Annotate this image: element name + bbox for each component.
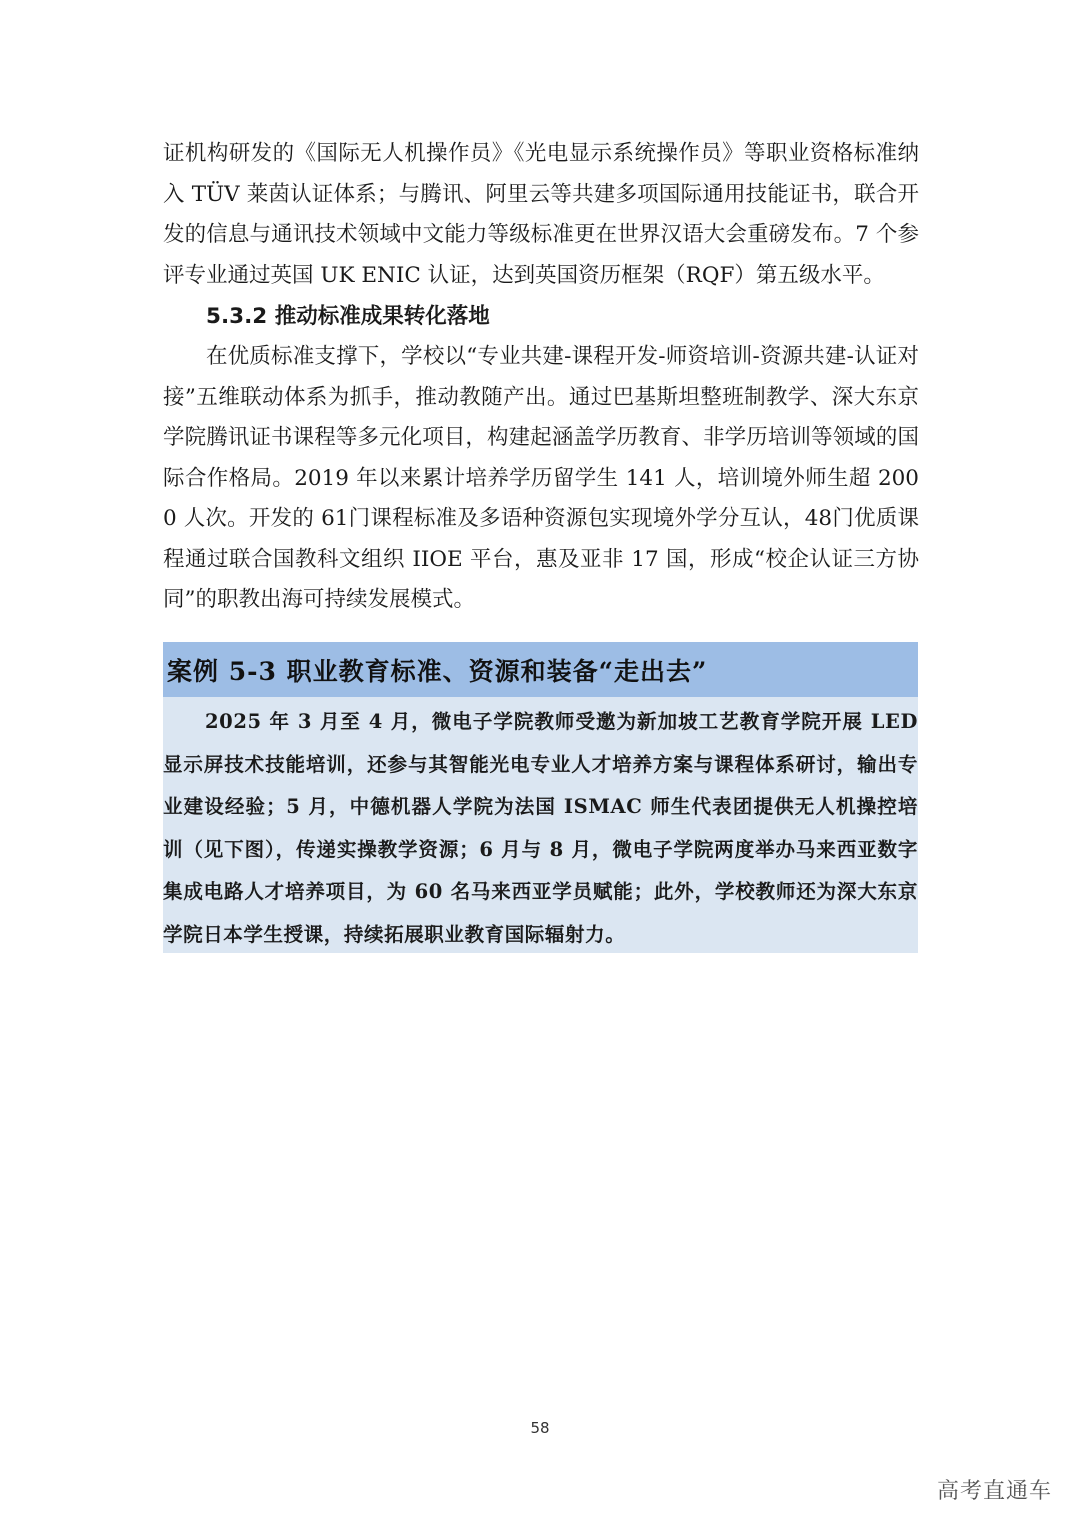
case-body [163,697,918,956]
case-paragraph: 2025 年 3 月至 4 月，微电子学院教师受邀为新加坡工艺教育学院开展 LED 显示屏技术技能培训，还参与其智能光电专业人才培养方案与课程体系研讨，输出专业建设经验；5 月，中德机器人学院为法国 ISMAC 师生代表团提供无人机操控培训（见下图），传递实操教学资源；6 月与 8 月，微电子学院两度举办马来西亚数字集成电路人才培养项目，为 60 名马来西亚学员赋能；此外，学校教师还为深大东京学院日本学生授课，持续拓展职业教育国际辐射力。 [163,710,918,946]
section-heading: 5.3.2 推动标准成果转化落地 [206,304,490,329]
page-number: 58 [530,1419,550,1437]
paragraph-certification: 证机构研发的《国际无人机操作员》《光电显示系统操作员》等职业资格标准纳入 TÜV 莱茵认证体系；与腾讯、阿里云等共建多项国际通用技能证书，联合开发的信息与通讯技术领域中文能力等级标准更在世界汉语大会重磅发布。7 个参评专业通过英国 UK ENIC 认证，达到英国资历框架（RQF）第五级水平。 [163,141,919,288]
case-title: 案例 5-3 职业教育标准、资源和装备“走出去” [163,642,918,697]
paragraph-standards-transformation: 在优质标准支撑下，学校以“专业共建-课程开发-师资培训-资源共建-认证对接”五维联动体系为抓手，推动教随产出。通过巴基斯坦整班制教学、深大东京学院腾讯证书课程等多元化项目，构建起涵盖学历教育、非学历培训等领域的国际合作格局。2019 年以来累计培养学历留学生 141 人，培训境外师生超 2000 人次。开发的 61门课程标准及多语种资源包实现境外学分互认，48门优质课程通过联合国教科文组织 IIOE 平台，惠及亚非 17 国，形成“校企认证三方协同”的职教出海可持续发展模式。 [163,344,919,612]
body-text [163,134,919,621]
case-box [163,642,918,953]
watermark: 高考直通车 [936,1479,1052,1504]
